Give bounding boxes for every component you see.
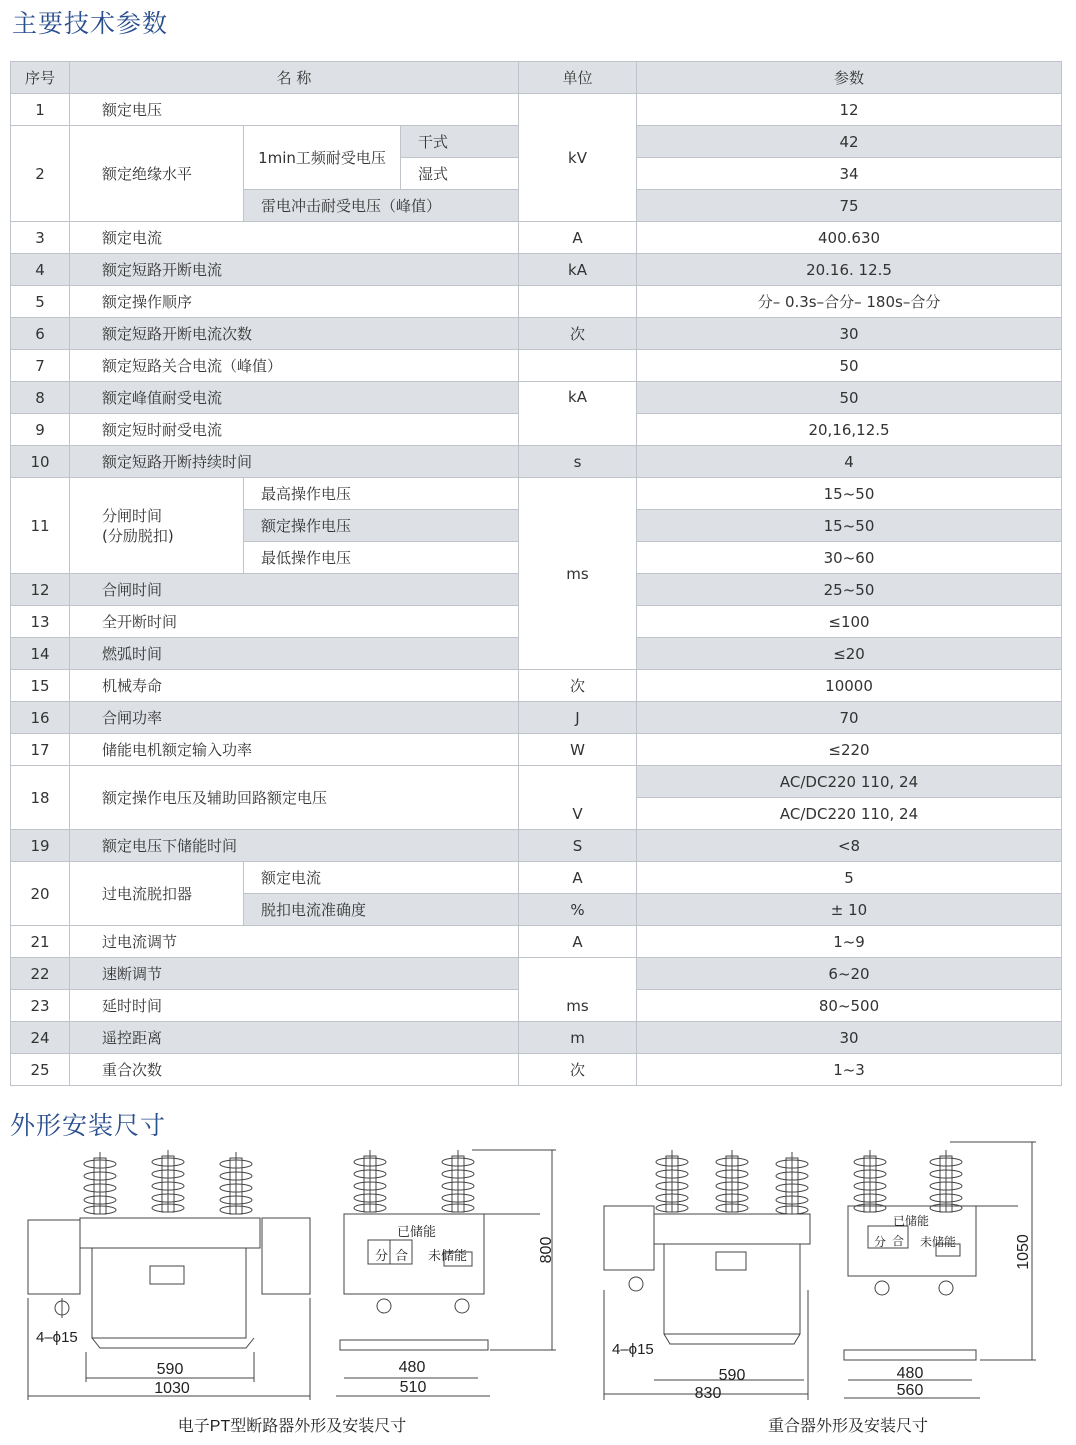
close-label: 合 xyxy=(395,1248,409,1263)
row-no: 9 xyxy=(11,414,70,446)
row-name: 额定短路关合电流（峰值） xyxy=(70,350,519,382)
row-value: ≤220 xyxy=(637,734,1062,766)
row-value: 80~500 xyxy=(637,990,1062,1022)
row-subname: 脱扣电流准确度 xyxy=(244,894,519,926)
row-unit: A xyxy=(519,926,637,958)
row-name: 额定操作顺序 xyxy=(70,286,519,318)
close-label-right: 合 xyxy=(892,1234,905,1248)
dim-590-right: 590 xyxy=(718,1367,746,1384)
row-no: 7 xyxy=(11,350,70,382)
row-value: ≤20 xyxy=(637,638,1062,670)
row-no: 2 xyxy=(11,126,70,222)
row-unit: V xyxy=(519,766,637,830)
row-name: 额定电压下储能时间 xyxy=(70,830,519,862)
section-title-dimensions: 外形安装尺寸 xyxy=(10,1111,167,1140)
row-unit: 次 xyxy=(519,318,637,350)
row-no: 20 xyxy=(11,862,70,926)
uncharged-label-right: 未储能 xyxy=(920,1235,957,1249)
row-subname: 额定电流 xyxy=(244,862,519,894)
row-name: 机械寿命 xyxy=(70,670,519,702)
row-unit: A xyxy=(519,862,637,894)
row-value: ≤100 xyxy=(637,606,1062,638)
row-name: 额定电压 xyxy=(70,94,519,126)
row-name-line: (分励脱扣) xyxy=(102,526,174,545)
row-value: 30 xyxy=(637,1022,1062,1054)
row-no: 4 xyxy=(11,254,70,286)
dimension-drawings xyxy=(0,1135,1076,1445)
row-name: 额定峰值耐受电流 xyxy=(70,382,519,414)
row-value: 6~20 xyxy=(637,958,1062,990)
table-row xyxy=(11,1054,1062,1086)
row-name: 额定短路开断持续时间 xyxy=(70,446,519,478)
row-no: 16 xyxy=(11,702,70,734)
row-subname: 干式 xyxy=(401,126,519,158)
right-caption: 重合器外形及安装尺寸 xyxy=(767,1418,929,1435)
row-name: 额定绝缘水平 xyxy=(70,126,244,222)
row-name: 额定短路开断电流 xyxy=(70,254,519,286)
dim-480: 480 xyxy=(398,1359,426,1376)
row-value: 30~60 xyxy=(637,542,1062,574)
row-value: 30 xyxy=(637,318,1062,350)
table-row xyxy=(11,702,1062,734)
row-no: 8 xyxy=(11,382,70,414)
row-name xyxy=(70,478,244,574)
table-row xyxy=(11,766,1062,798)
row-value: 4 xyxy=(637,446,1062,478)
open-label: 分 xyxy=(375,1248,389,1263)
table-row xyxy=(11,446,1062,478)
row-no: 6 xyxy=(11,318,70,350)
table-row xyxy=(11,254,1062,286)
row-name: 额定操作电压及辅助回路额定电压 xyxy=(70,766,519,830)
row-value: 12 xyxy=(637,94,1062,126)
table-row xyxy=(11,350,1062,382)
row-no: 5 xyxy=(11,286,70,318)
row-unit: J xyxy=(519,702,637,734)
row-no: 3 xyxy=(11,222,70,254)
row-subname: 雷电冲击耐受电压（峰值） xyxy=(244,190,519,222)
row-unit: ms xyxy=(519,958,637,1022)
row-value: 50 xyxy=(637,350,1062,382)
row-value: 15~50 xyxy=(637,478,1062,510)
row-unit: kA xyxy=(519,254,637,286)
row-value: 34 xyxy=(637,158,1062,190)
recloser-side-view xyxy=(844,1142,1036,1398)
breaker-side-view xyxy=(336,1150,556,1396)
row-value: 50 xyxy=(637,382,1062,414)
hole-note: 4–ϕ15 xyxy=(36,1329,78,1346)
row-unit: W xyxy=(519,734,637,766)
table-row xyxy=(11,222,1062,254)
row-unit: s xyxy=(519,446,637,478)
row-name: 重合次数 xyxy=(70,1054,519,1086)
charged-label: 已储能 xyxy=(397,1224,437,1239)
row-value: 42 xyxy=(637,126,1062,158)
recloser-front-view xyxy=(604,1150,810,1400)
table-row xyxy=(11,734,1062,766)
row-no: 12 xyxy=(11,574,70,606)
row-name: 额定短时耐受电流 xyxy=(70,414,519,446)
table-row xyxy=(11,1022,1062,1054)
row-no: 23 xyxy=(11,990,70,1022)
table-row xyxy=(11,382,1062,414)
table-row xyxy=(11,318,1062,350)
row-subname: 最低操作电压 xyxy=(244,542,519,574)
row-value: 5 xyxy=(637,862,1062,894)
row-unit: S xyxy=(519,830,637,862)
row-value: 1~3 xyxy=(637,1054,1062,1086)
col-header-name: 名 称 xyxy=(70,62,519,94)
row-value: <8 xyxy=(637,830,1062,862)
row-value: AC/DC220 110, 24 xyxy=(637,766,1062,798)
row-name: 延时时间 xyxy=(70,990,519,1022)
row-unit: % xyxy=(519,894,637,926)
row-name: 过电流调节 xyxy=(70,926,519,958)
table-row xyxy=(11,862,1062,894)
row-unit: 次 xyxy=(519,1054,637,1086)
open-label-right: 分 xyxy=(874,1235,887,1249)
row-name: 过电流脱扣器 xyxy=(70,862,244,926)
row-no: 11 xyxy=(11,478,70,574)
table-row xyxy=(11,830,1062,862)
row-value: 15~50 xyxy=(637,510,1062,542)
dim-800: 800 xyxy=(538,1236,555,1264)
charged-label-right: 已储能 xyxy=(893,1214,930,1228)
row-name: 遥控距离 xyxy=(70,1022,519,1054)
row-no: 21 xyxy=(11,926,70,958)
row-name: 合闸时间 xyxy=(70,574,519,606)
dim-830: 830 xyxy=(694,1385,722,1402)
table-row xyxy=(11,926,1062,958)
parameter-table xyxy=(10,61,1062,1086)
row-subname: 1min工频耐受电压 xyxy=(244,126,401,190)
row-name: 额定电流 xyxy=(70,222,519,254)
row-unit: kA xyxy=(519,382,637,446)
col-header-unit: 单位 xyxy=(519,62,637,94)
row-value: 20.16. 12.5 xyxy=(637,254,1062,286)
row-unit xyxy=(519,350,637,382)
dim-1050: 1050 xyxy=(1015,1234,1032,1270)
row-no: 1 xyxy=(11,94,70,126)
row-no: 19 xyxy=(11,830,70,862)
row-value: 75 xyxy=(637,190,1062,222)
row-no: 17 xyxy=(11,734,70,766)
uncharged-label: 未储能 xyxy=(428,1248,468,1263)
row-name: 合闸功率 xyxy=(70,702,519,734)
row-name: 全开断时间 xyxy=(70,606,519,638)
row-unit: A xyxy=(519,222,637,254)
left-caption: 电子PT型断路器外形及安装尺寸 xyxy=(177,1418,407,1435)
row-no: 10 xyxy=(11,446,70,478)
col-header-no: 序号 xyxy=(11,62,70,94)
row-subname: 额定操作电压 xyxy=(244,510,519,542)
hole-note-right: 4–ϕ15 xyxy=(612,1341,654,1358)
section-title-parameters: 主要技术参数 xyxy=(12,9,169,38)
row-value: 25~50 xyxy=(637,574,1062,606)
row-name: 储能电机额定输入功率 xyxy=(70,734,519,766)
table-row xyxy=(11,958,1062,990)
row-name: 额定短路开断电流次数 xyxy=(70,318,519,350)
row-no: 15 xyxy=(11,670,70,702)
row-unit: 次 xyxy=(519,670,637,702)
row-unit: ms xyxy=(519,478,637,670)
table-header-row xyxy=(11,62,1062,94)
row-value: AC/DC220 110, 24 xyxy=(637,798,1062,830)
row-name: 燃弧时间 xyxy=(70,638,519,670)
row-subname: 最高操作电压 xyxy=(244,478,519,510)
row-unit: kV xyxy=(519,94,637,222)
table-row xyxy=(11,94,1062,126)
row-name-line: 分闸时间 xyxy=(102,506,163,525)
row-no: 13 xyxy=(11,606,70,638)
row-no: 14 xyxy=(11,638,70,670)
row-value: 20,16,12.5 xyxy=(637,414,1062,446)
row-no: 25 xyxy=(11,1054,70,1086)
dim-560: 560 xyxy=(896,1382,924,1399)
table-row xyxy=(11,286,1062,318)
row-unit: m xyxy=(519,1022,637,1054)
col-header-value: 参数 xyxy=(637,62,1062,94)
dim-1030: 1030 xyxy=(154,1380,190,1397)
table-row xyxy=(11,478,1062,510)
row-value: 10000 xyxy=(637,670,1062,702)
row-value: 分– 0.3s–合分– 180s–合分 xyxy=(637,286,1062,318)
row-value: 1~9 xyxy=(637,926,1062,958)
row-no: 22 xyxy=(11,958,70,990)
dim-480-right: 480 xyxy=(896,1365,924,1382)
row-unit xyxy=(519,286,637,318)
dim-590: 590 xyxy=(156,1361,184,1378)
row-name: 速断调节 xyxy=(70,958,519,990)
row-value: 70 xyxy=(637,702,1062,734)
table-row xyxy=(11,670,1062,702)
row-no: 24 xyxy=(11,1022,70,1054)
row-value: ± 10 xyxy=(637,894,1062,926)
row-value: 400.630 xyxy=(637,222,1062,254)
row-no: 18 xyxy=(11,766,70,830)
row-subname: 湿式 xyxy=(401,158,519,190)
dim-510: 510 xyxy=(399,1379,427,1396)
